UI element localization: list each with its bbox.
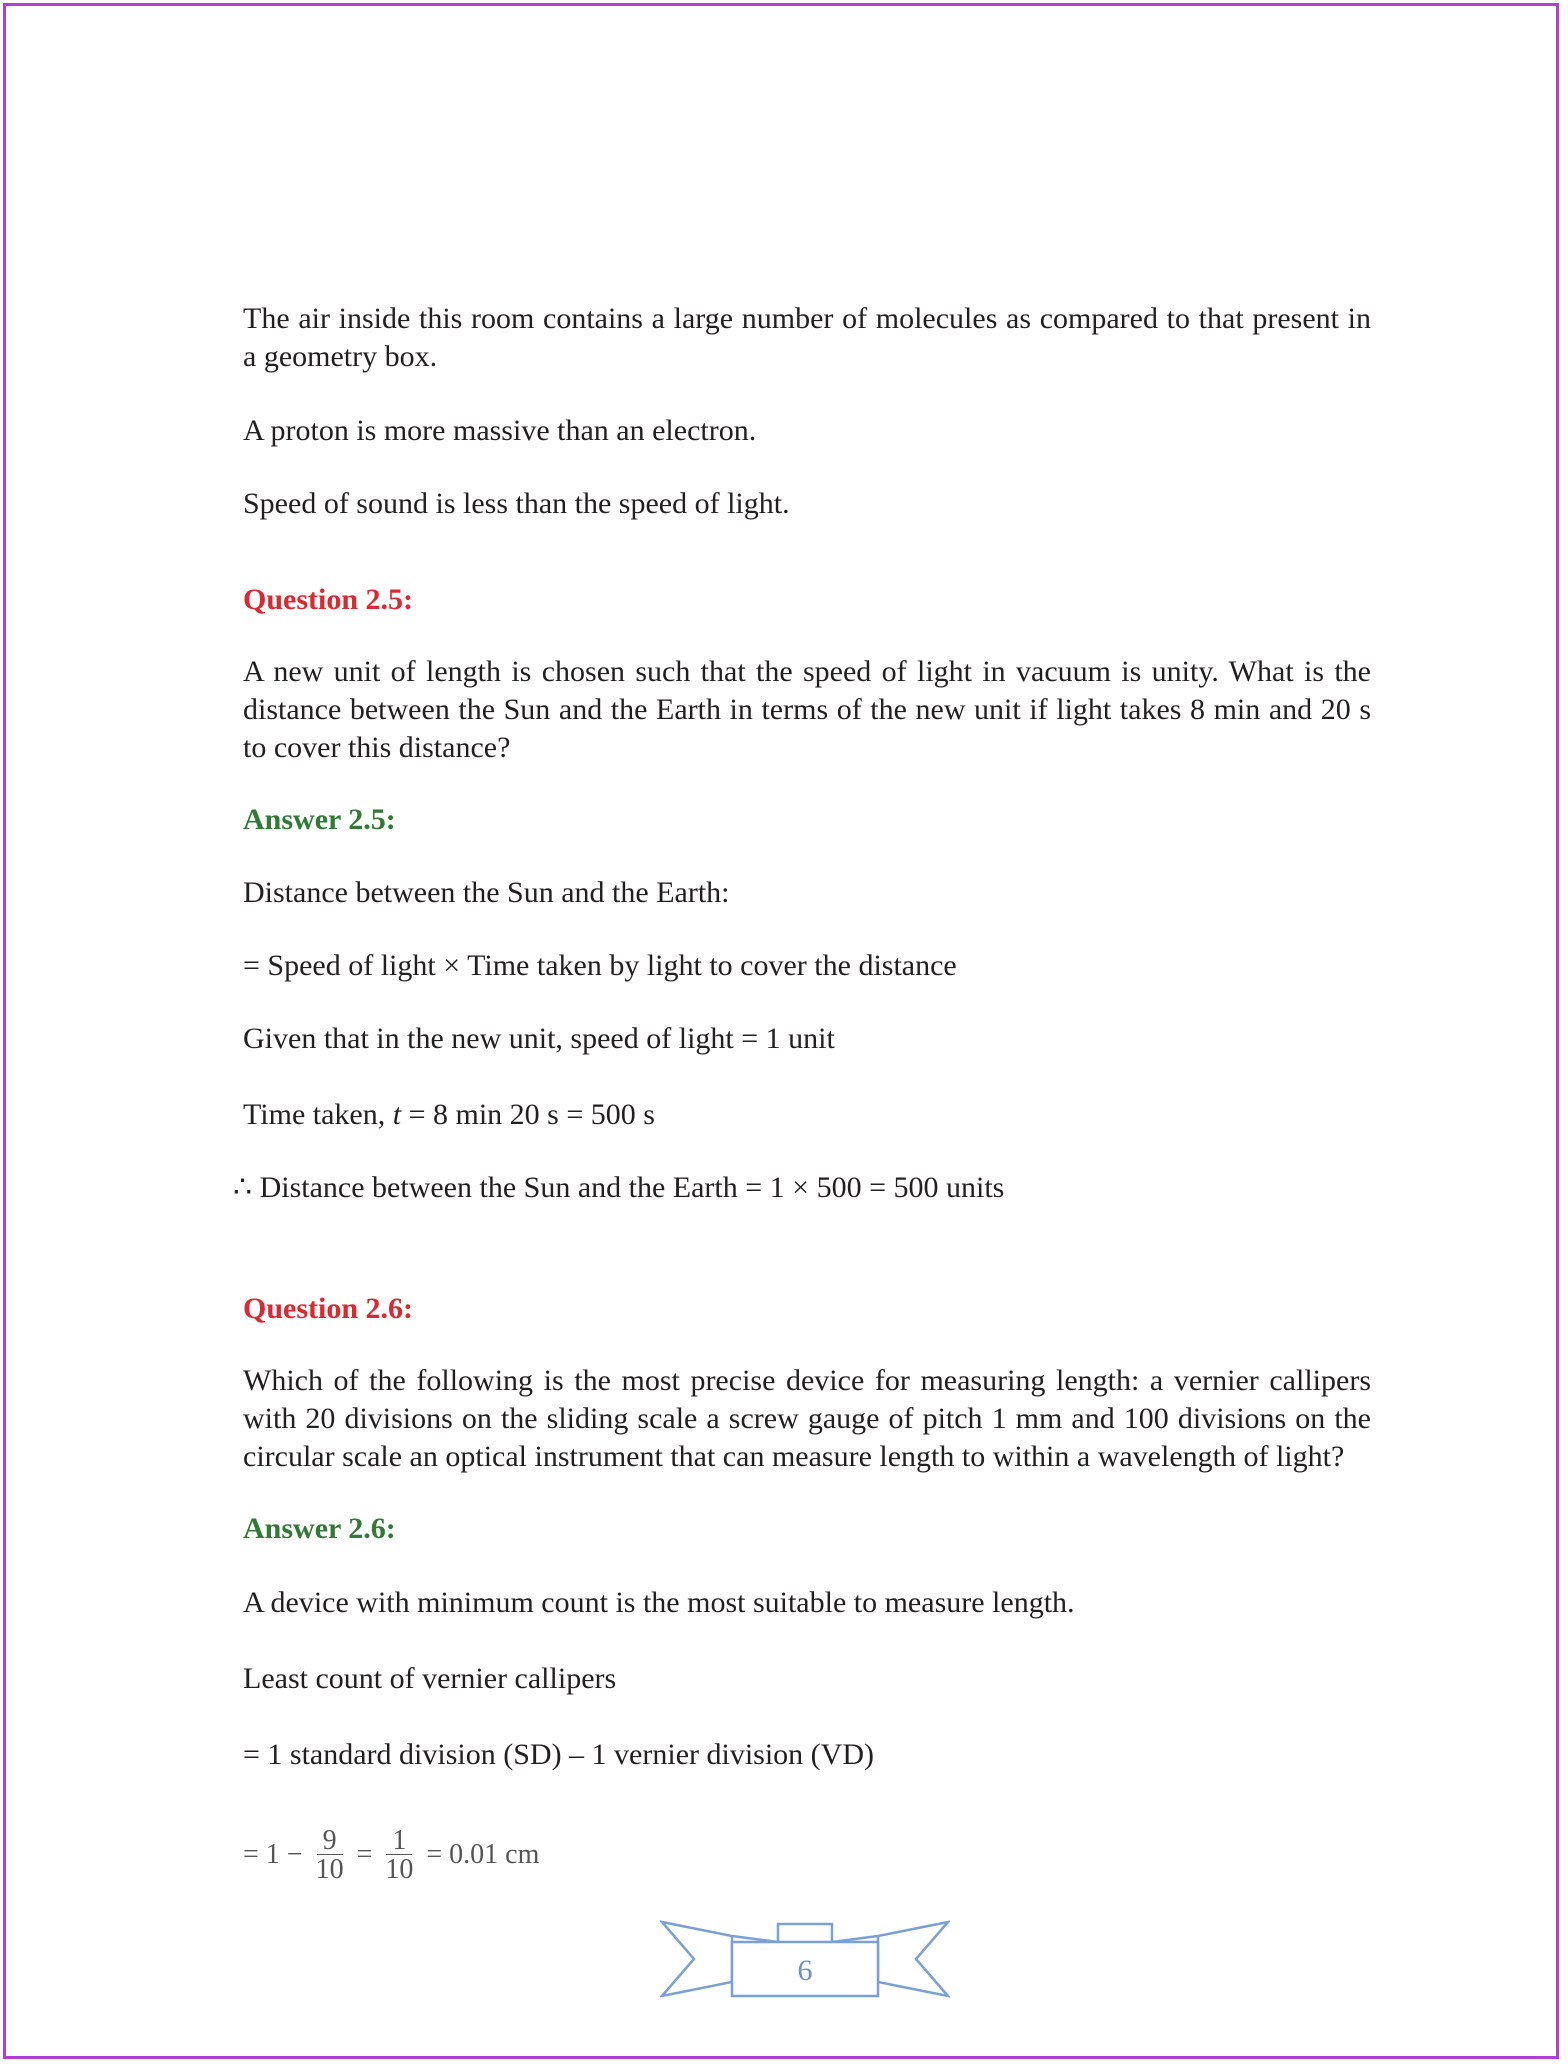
question-2-6-heading: Question 2.6: <box>243 1292 414 1325</box>
statement-proton: A proton is more massive than an electron. <box>243 414 757 447</box>
formula-lead: = 1 − <box>243 1838 303 1870</box>
question-2-5-heading: Question 2.5: <box>243 583 414 616</box>
fraction-numerator: 9 <box>317 1828 343 1855</box>
question-2-5-text: A new unit of length is chosen such that the speed of light in vacuum is unity. What is the distance between the Sun and the Earth in terms of the new unit if light takes 8 min and 20 s to cover this distance? <box>243 655 1371 764</box>
page-content <box>233 300 1371 1774</box>
answer-2-6-line-2: Least count of vernier callipers <box>243 1662 617 1695</box>
question-2-6-text: Which of the following is the most precise device for measuring length: a vernier callipers with 20 divisions on the sliding scale a screw gauge of pitch 1 mm and 100 divisions on the circular scale an optical instrument that can measure length to within a wavelength of light? <box>243 1364 1371 1473</box>
fraction-denominator: 10 <box>315 1854 344 1885</box>
answer-2-6-line-3: = 1 standard division (SD) – 1 vernier division (VD) <box>243 1738 874 1771</box>
answer-2-5-heading: Answer 2.5: <box>243 803 396 836</box>
fraction-numerator: 1 <box>386 1828 412 1855</box>
answer-2-5-line-4 <box>243 1096 1371 1134</box>
formula-equals: = <box>356 1838 373 1870</box>
answer-2-5-line-3: Given that in the new unit, speed of light = 1 unit <box>243 1022 835 1055</box>
page-number: 6 <box>797 1954 813 1987</box>
answer-2-5-line-1: Distance between the Sun and the Earth: <box>243 876 730 909</box>
least-count-formula <box>243 1825 540 1885</box>
answer-2-5-line-5: ∴ Distance between the Sun and the Earth = 1 × 500 = 500 units <box>233 1171 1005 1204</box>
answer-2-5-line-4-pre: Time taken, <box>243 1098 393 1131</box>
fraction-denominator: 10 <box>385 1854 414 1885</box>
page-number-ribbon <box>660 1916 950 2002</box>
formula-result: = 0.01 cm <box>426 1838 540 1870</box>
answer-2-6-heading: Answer 2.6: <box>243 1512 396 1545</box>
fraction-nine-tenths <box>315 1825 344 1885</box>
fraction-one-tenth <box>385 1825 414 1885</box>
answer-2-6-line-1: A device with minimum count is the most suitable to measure length. <box>243 1586 1075 1619</box>
answer-2-5-line-4-post: = 8 min 20 s = 500 s <box>401 1098 655 1131</box>
time-variable: t <box>392 1098 402 1131</box>
statement-sound: Speed of sound is less than the speed of light. <box>243 487 790 520</box>
answer-2-5-line-2: = Speed of light × Time taken by light to cover the distance <box>243 949 957 982</box>
statement-air-molecules: The air inside this room contains a large number of molecules as compared to that present in a geometry box. <box>243 302 1371 373</box>
